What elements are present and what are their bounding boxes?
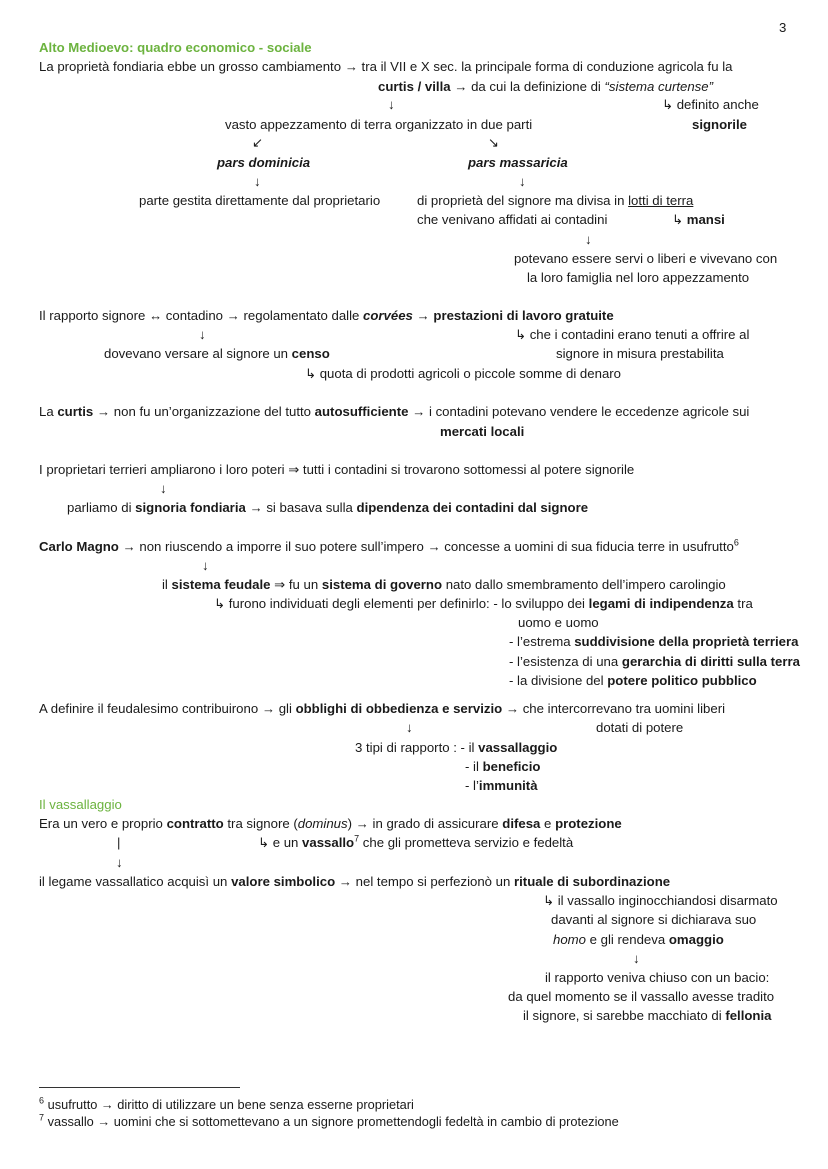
term-italic: dominus [297, 816, 348, 831]
term: pars massaricia [468, 155, 568, 170]
text: e gli rendeva [586, 932, 669, 947]
term: fellonia [725, 1008, 772, 1023]
text: dovevano versare al signore un [104, 346, 292, 361]
term: censo [291, 346, 330, 361]
text: Era un vero e proprio [39, 816, 167, 831]
term: curtis [57, 404, 94, 419]
text-line: il rapporto veniva chiuso con un bacio: [545, 970, 770, 985]
arrow-se: ↘ [488, 135, 500, 150]
text-line: ↳ il vassallo inginocchiandosi disarmato [543, 893, 778, 908]
text-line: davanti al signore si dichiarava suo [551, 912, 757, 927]
term: curtis / villa [378, 79, 451, 94]
text-line [39, 404, 749, 420]
text-line: I proprietari terrieri ampliarono i loro poteri ⇒ tutti i contadini si trovarono sottomessi al potere signorile [39, 462, 635, 477]
arrow-down: ↓ [585, 232, 592, 247]
term: protezione [555, 816, 622, 831]
text-line [162, 577, 726, 593]
text-line: parte gestita direttamente dal proprietario [139, 193, 381, 208]
text-line: dotati di potere [596, 720, 684, 735]
term-underlined: lotti di terra [628, 193, 694, 208]
footnote-ref[interactable]: 6 [733, 537, 739, 548]
text: → non riuscendo a imporre il suo potere sull’impero → concesse a uomini di sua fiducia terre in usufrutto [118, 539, 734, 554]
text-line [672, 212, 725, 228]
term: autosufficiente [314, 404, 409, 419]
footnote-divider [39, 1087, 240, 1088]
term: legami di indipendenza [588, 596, 734, 611]
footnote-7 [39, 1114, 619, 1130]
text: → i contadini potevano vendere le eccedenze agricole sui [408, 404, 750, 419]
text-line: ↳ quota di prodotti agricoli o piccole somme di denaro [305, 366, 621, 381]
text-line [378, 79, 713, 95]
footnote-number: 7 [39, 1112, 45, 1123]
term: sistema feudale [171, 577, 271, 592]
text-line: la loro famiglia nel loro appezzamento [527, 270, 750, 285]
term-italic: homo [553, 932, 586, 947]
term: immunità [478, 778, 538, 793]
text: che gli prometteva servizio e fedeltà [359, 835, 574, 850]
text: ↳ [672, 212, 687, 227]
list-item [465, 778, 538, 794]
text-line [214, 596, 753, 612]
text-line [39, 816, 622, 832]
text: il signore, si sarebbe macchiato di [523, 1008, 726, 1023]
arrow-down: ↓ [519, 174, 526, 189]
term: potere politico pubblico [607, 673, 757, 688]
term: Carlo Magno [39, 539, 119, 554]
text-line [67, 500, 588, 516]
arrow-down: ↓ [202, 558, 209, 573]
text: di proprietà del signore ma divisa in [417, 193, 629, 208]
text-line [39, 874, 670, 890]
term: beneficio [482, 759, 541, 774]
text: e [540, 816, 556, 831]
text: - la divisione del [509, 673, 608, 688]
text-line: uomo e uomo [518, 615, 599, 630]
text-line: La proprietà fondiaria ebbe un grosso cambiamento → tra il VII e X sec. la principale forma di conduzione agricola fu la [39, 59, 733, 74]
section-title-alto-medioevo: Alto Medioevo: quadro economico - sociale [39, 40, 312, 55]
text: → da cui la definizione di [450, 79, 605, 94]
term: dipendenza dei contadini dal signore [356, 500, 589, 515]
text: - l’estrema [509, 634, 575, 649]
term: obblighi di obbedienza e servizio [295, 701, 503, 716]
text-line [553, 932, 724, 948]
text: parliamo di [67, 500, 136, 515]
text-line: da quel momento se il vassallo avesse tradito [508, 989, 775, 1004]
term: signorile [692, 117, 747, 132]
text: il legame vassallatico acquisì un [39, 874, 232, 889]
arrow-down: ↓ [199, 327, 206, 342]
term: prestazioni di lavoro gratuite [433, 308, 614, 323]
list-item [509, 654, 800, 670]
text: → si basava sulla [245, 500, 357, 515]
term: signoria fondiaria [135, 500, 246, 515]
term: pars dominicia [217, 155, 311, 170]
term: contratto [166, 816, 224, 831]
term: vassallo [302, 835, 355, 850]
arrow-down: ↓ [633, 951, 640, 966]
term: gerarchia di diritti sulla terra [621, 654, 800, 669]
page-number: 3 [779, 20, 787, 35]
term: difesa [502, 816, 541, 831]
text-line: signore in misura prestabilita [556, 346, 724, 361]
term: rituale di subordinazione [514, 874, 671, 889]
term: suddivisione della proprietà terriera [574, 634, 799, 649]
arrow-sw: ↙ [252, 135, 264, 150]
text-line [39, 539, 739, 555]
text: il [162, 577, 172, 592]
list-item [465, 759, 540, 775]
text-line: vasto appezzamento di terra organizzato in due parti [225, 117, 533, 132]
footnote-number: 6 [39, 1095, 45, 1106]
section-title-vassallaggio: Il vassallaggio [39, 797, 122, 812]
term: sistema di governo [321, 577, 443, 592]
text-line: ↳ che i contadini erano tenuti a offrire al [515, 327, 750, 342]
arrow-down: ↓ [388, 97, 395, 112]
list-item [509, 673, 757, 689]
text-line: ↳ definito anche [662, 97, 759, 112]
text: Il rapporto signore ↔ contadino → regolamentato dalle [39, 308, 364, 323]
term: vassallaggio [478, 740, 558, 755]
term-italic: “sistema curtense” [604, 79, 713, 94]
text-line [258, 835, 573, 851]
footnote-text: usufrutto → diritto di utilizzare un bene senza esserne proprietari [44, 1097, 414, 1112]
arrow-down: ↓ [254, 174, 261, 189]
text-line: che venivano affidati ai contadini [417, 212, 608, 227]
text: → che intercorrevano tra uomini liberi [502, 701, 726, 716]
text-line [39, 701, 725, 717]
text: ) → in grado di assicurare [347, 816, 503, 831]
text-line: potevano essere servi o liberi e vivevano con [514, 251, 778, 266]
term: mansi [686, 212, 725, 227]
footnote-text: vassallo → uomini che si sottomettevano a un signore promettendogli fedeltà in cambio di protezione [44, 1114, 619, 1129]
text: ↳ e un [258, 835, 303, 850]
text: La [39, 404, 58, 419]
term: omaggio [668, 932, 724, 947]
footnote-6 [39, 1097, 414, 1113]
text: - il [465, 759, 483, 774]
text: → [412, 308, 434, 323]
footnote-ref[interactable]: 7 [354, 833, 360, 844]
text: nato dallo smembramento dell’impero carolingio [442, 577, 726, 592]
arrow-down: ↓ [116, 855, 123, 870]
text: A definire il feudalesimo contribuirono → gli [39, 701, 296, 716]
text: - l’ [465, 778, 479, 793]
text-line [104, 346, 330, 362]
text: ⇒ fu un [270, 577, 322, 592]
text: tra signore ( [223, 816, 298, 831]
list-item [509, 634, 798, 650]
text-line [523, 1008, 771, 1024]
term: mercati locali [440, 424, 525, 439]
term: corvées [363, 308, 413, 323]
list-item [355, 740, 557, 756]
text-line [39, 308, 614, 324]
connector-line: | [117, 835, 121, 850]
text: 3 tipi di rapporto : - il [355, 740, 479, 755]
arrow-down: ↓ [160, 481, 167, 496]
term: valore simbolico [231, 874, 336, 889]
text: - l’esistenza di una [509, 654, 622, 669]
text-line [417, 193, 693, 209]
text: → nel tempo si perfezionò un [335, 874, 515, 889]
text: tra [733, 596, 753, 611]
text: ↳ furono individuati degli elementi per definirlo: - lo sviluppo dei [214, 596, 589, 611]
text: → non fu un’organizzazione del tutto [93, 404, 315, 419]
arrow-down: ↓ [406, 720, 413, 735]
